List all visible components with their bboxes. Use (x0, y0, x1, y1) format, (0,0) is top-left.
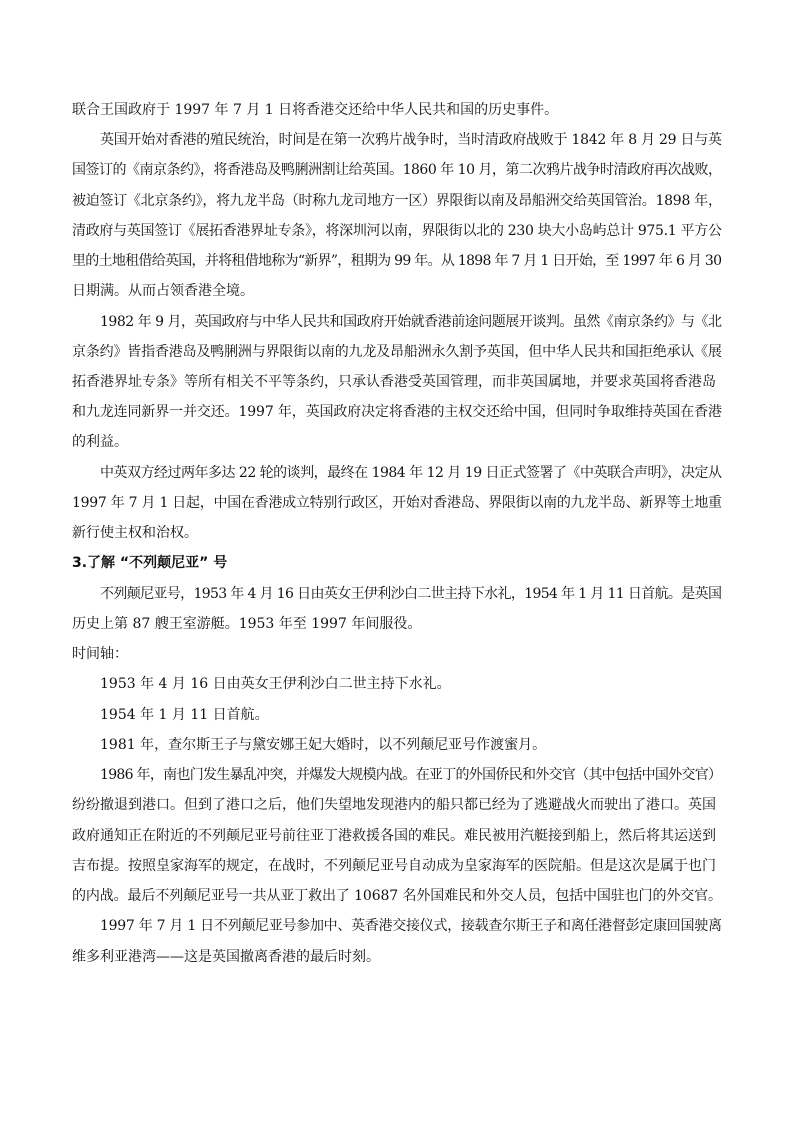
body-line: 中英双方经过两年多达 22 轮的谈判，最终在 1984 年 12 月 19 日正式签署了《中英联合声明》，决定从 (100, 465, 722, 481)
timeline-item: 1953 年 4 月 16 日由英女王伊利沙白二世主持下水礼。 (100, 676, 451, 692)
timeline-item: 1954 年 1 月 11 日首航。 (100, 707, 269, 723)
body-line: 英国开始对香港的殖民统治，时间是在第一次鸦片战争时，当时清政府战败于 1842 年 8 月 29 日与英 (100, 132, 722, 148)
body-line: 吉布提。按照皇家海军的规定，在战时，不列颠尼亚号自动成为皇家海军的医院船。但是这次是属于也门 (72, 858, 716, 874)
body-line: 的内战。最后不列颠尼亚号一共从亚丁救出了 10687 名外国难民和外交人员，包括中国驻也门的外交官。 (72, 888, 722, 904)
body-line: 新行使主权和治权。 (72, 525, 198, 541)
body-line: 政府通知正在附近的不列颠尼亚号前往亚丁港救援各国的难民。难民被用汽艇接到船上，然后将其运送到 (72, 828, 716, 844)
timeline-item: 1981 年，查尔斯王子与黛安娜王妃大婚时，以不列颠尼亚号作渡蜜月。 (100, 737, 547, 753)
body-line: 联合王国政府于 1997 年 7 月 1 日将香港交还给中华人民共和国的历史事件。 (72, 102, 559, 118)
section-heading: 3.了解 “不列颠尼亚” 号 (72, 555, 228, 571)
body-line: 清政府与英国签订《展拓香港界址专条》，将深圳河以南，界限街以北的 230 块大小岛屿总计 975.1 平方公 (72, 223, 722, 239)
body-line: 拓香港界址专条》等所有相关不平等条约，只承认香港受英国管理，而非英国属地，并要求英国将香港岛 (72, 374, 716, 390)
body-line: 被迫签订《北京条约》，将九龙半岛（时称九龙司地方一区）界限街以南及昂船洲交给英国管治。1898 年， (72, 193, 722, 209)
body-line: 的利益。 (72, 434, 128, 450)
body-line: 国签订的《南京条约》，将香港岛及鸭脷洲割让给英国。1860 年 10 月，第二次鸦片战争时清政府再次战败， (72, 162, 722, 178)
timeline-item: 1986 年，南也门发生暴乱冲突，并爆发大规模内战。在亚丁的外国侨民和外交官（其中包括中国外交官） (100, 767, 722, 783)
body-line: 纷纷撤退到港口。但到了港口之后，他们失望地发现港内的船只都已经为了逃避战火而驶出了港口。英国 (72, 797, 716, 813)
body-line: 维多利亚港湾——这是英国撤离香港的最后时刻。 (72, 949, 380, 965)
body-line: 1982 年 9 月，英国政府与中华人民共和国政府开始就香港前途问题展开谈判。虽然《南京条约》与《北 (100, 314, 722, 330)
body-line: 时间轴： (72, 646, 128, 662)
body-line: 里的土地租借给英国，并将租借地称为“新界”，租期为 99 年。从 1898 年 7 月 1 日开始，至 1997 年 6 月 30 (72, 253, 722, 269)
body-line: 日期满。从而占领香港全境。 (72, 283, 254, 299)
body-line: 京条约》皆指香港岛及鸭脷洲与界限街以南的九龙及昂船洲永久割予英国，但中华人民共和国拒绝承认《展 (72, 344, 722, 360)
timeline-item: 1997 年 7 月 1 日不列颠尼亚号参加中、英香港交接仪式，接载查尔斯王子和离任港督彭定康回国驶离 (100, 918, 722, 934)
body-line: 历史上第 87 艘王室游艇。1953 年至 1997 年间服役。 (72, 616, 422, 632)
body-line: 和九龙连同新界一并交还。1997 年，英国政府决定将香港的主权交还给中国，但同时争取维持英国在香港 (72, 404, 722, 420)
body-line: 1997 年 7 月 1 日起，中国在香港成立特别行政区，开始对香港岛、界限街以南的九龙半岛、新界等土地重 (72, 495, 722, 511)
body-line: 不列颠尼亚号，1953 年 4 月 16 日由英女王伊利沙白二世主持下水礼，1954 年 1 月 11 日首航。是英国 (100, 586, 722, 602)
